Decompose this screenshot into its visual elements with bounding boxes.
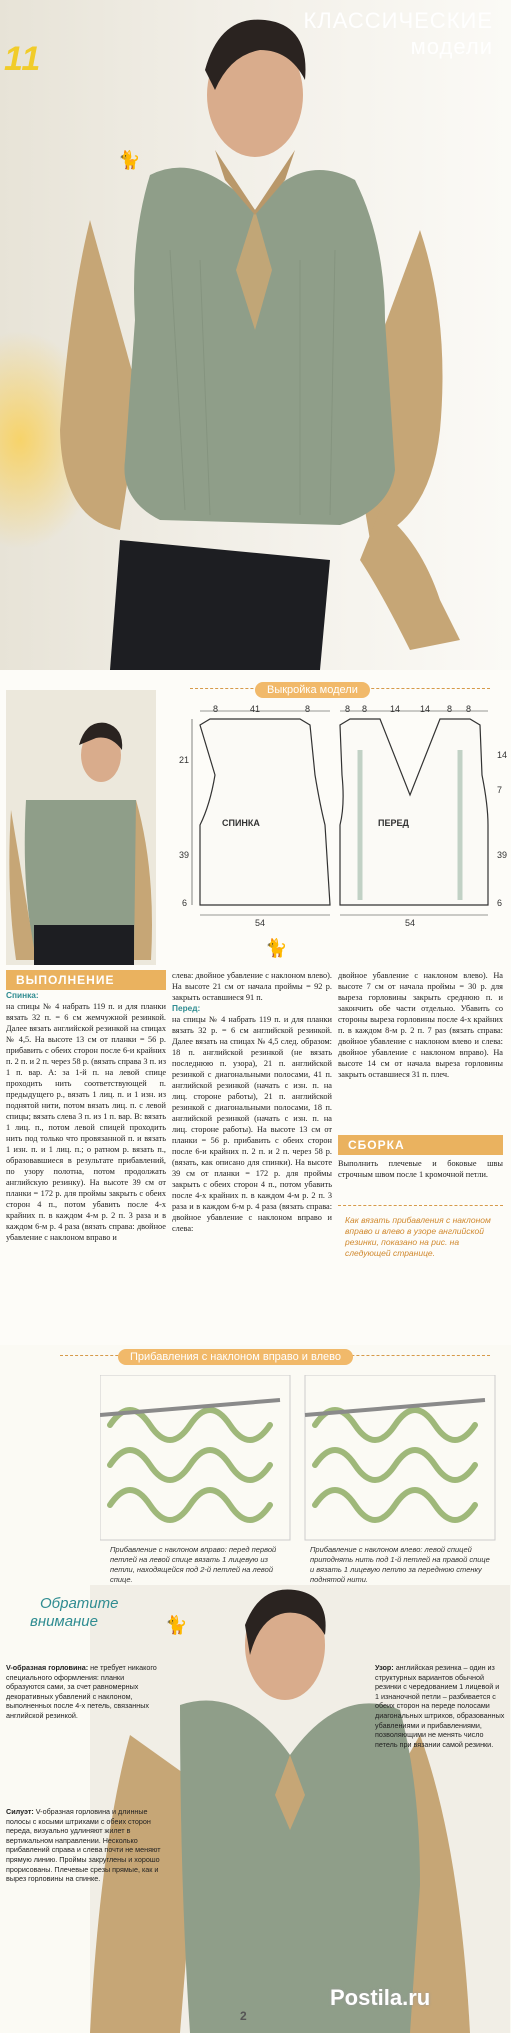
front-label: ПЕРЕД — [378, 818, 409, 828]
magazine-brand-line2: модели — [410, 34, 493, 59]
watermark: Postila.ru — [330, 1985, 431, 2010]
instructions-page — [0, 670, 511, 1345]
front-side-dim-1: 14 — [497, 750, 508, 760]
page-number-bottom: 2 — [240, 2009, 247, 2023]
instructions-column-1: Спинка: на спицы № 4 набрать 119 п. и для планки вязать 32 п. = 6 см жемчужной резинкой. Далее вязать английской резинкой на спицах № 4,5. На высоте 13 см от планки = 56 р. прибавить с обеих сторон после 6-и крайних п. 2 п. и 2 п. через 58 р. (вязать справа 3 п. из 1 п. вар. А: за 1-й п. на левой спице проходить нить соответствующей п. предыдущего р., вязать 1 лиц. п. и 1 изн. из поднятой нити, потом вязать лиц. п. с левой спицы; вязать слева 3 п. из 1 п. вар. В: вязать 1 лиц. п., потом левой спицей проходить нить под только что провязанной п. и вязать 1 изн. п. и 1 лиц. п.; о ратном р. вязать п., образовавшиеся в результате прибавлений, по узору полотна, потом продолжать английскую резинку). На высоте 39 см от планки = 172 р. для проймы закрыть с обеих сторон 4 п., потом убавить после 4-х крайних п. в каждом 4-м р. 2 п. 3 раза и в каждом 6-м р. 4 раза (вязать справа: двойное убавление с наклоном вправо и — [6, 990, 166, 1242]
back-side-dim-3: 6 — [182, 898, 188, 908]
instructions-column-3: двойное убавление с наклоном влево). На высоте 7 см от начала проймы = 30 р. для выреза горловины закрыть среднюю п. и закончить обе части отдельно. Убавить со стороны выреза горловины после 4-х крайних п. в каждом 8-м р. 2 п. 7 раз (вязать справа: двойное убавление с наклоном влево и слева: двойное убавление с наклоном вправо). На высоте 14 см от начала выреза горловины закрыть оставшиеся 31 п. плеч. — [338, 971, 503, 1079]
back-side-dim-2: 39 — [179, 850, 190, 860]
instructions-heading: ВЫПОЛНЕНИЕ — [6, 970, 166, 990]
tip-divider — [338, 1205, 503, 1206]
front-top-dim-4: 14 — [420, 704, 431, 714]
knitting-illustrations — [100, 1375, 500, 1545]
note-pattern-text: английская резинка – один из структурных вариантов обычной резинки с чередованием 1 лицевой и 1 изнаночной петли – разбивается с обеих сторон на переде полосами диагональных штрихов, образованных убавлениями и прибавлениями, позволяющими не менять число петель при вязании самой резинки. — [375, 1663, 505, 1749]
pattern-diagram — [170, 705, 490, 935]
magazine-brand-line1: КЛАССИЧЕСКИЕ — [303, 8, 493, 33]
front-top-dim-5: 8 — [447, 704, 453, 714]
attention-line1: Обратите — [40, 1595, 119, 1612]
tip-text: Как вязать прибавления с наклоном вправо и влево в узоре английской резинки, показано на рис. на следующей странице. — [345, 1215, 491, 1258]
note-neckline-text: не требует никакого специального оформления: планки образуются сами, за счет равномерных декоративных убавлений с наклоном, выполненных после 4-х петель, связанных английской резинкой. — [6, 1663, 157, 1720]
cat-logo-icon: 🐈 — [118, 150, 141, 171]
pattern-title: Выкройка модели — [255, 682, 370, 698]
cat-logo-icon: 🐈 — [265, 938, 288, 959]
assembly-text: Выполнить плечевые и боковые швы строчным швом после 1 кромочной петли. — [338, 1159, 503, 1179]
back-bottom-dim: 54 — [255, 918, 266, 928]
front-bottom-dim: 54 — [405, 918, 416, 928]
note-neckline-title: V-образная горловина: — [6, 1663, 89, 1672]
front-top-dim-6: 8 — [466, 704, 472, 714]
note-silhouette — [6, 1807, 161, 1884]
front-top-dim-1: 8 — [345, 704, 351, 714]
page-number: 11 — [4, 40, 42, 78]
note-silhouette-title: Силуэт: — [6, 1807, 34, 1816]
caption-right: Прибавление с наклоном влево: левой спицей приподнять нить под 1-й петлей на правой спице и вязать 1 лицевую петлю за переднюю стенку поднятой нити. — [310, 1545, 490, 1584]
note-pattern — [375, 1663, 505, 1749]
front-top-dim-2: 8 — [362, 704, 368, 714]
cover-page — [0, 0, 511, 670]
front-side-dim-3: 39 — [497, 850, 508, 860]
back-top-dim-2: 41 — [250, 704, 261, 714]
cat-logo-icon: 🐈 — [165, 1615, 188, 1636]
attention-line2: внимание — [30, 1613, 98, 1630]
front-top-dim-3: 14 — [390, 704, 401, 714]
assembly-heading: СБОРКА — [338, 1135, 503, 1155]
back-top-dim-1: 8 — [213, 704, 219, 714]
increases-title: Прибавления с наклоном вправо и влево — [118, 1349, 353, 1365]
instructions-column-2: слева: двойное убавление с наклоном влево). На высоте 21 см от начала проймы = 92 р. закрыть оставшиеся 91 п. Перед: на спицы № 4 набрать 119 п. и для планки вязать 32 р. = 6 см английской резинкой. Далее вязать на спицах № 4,5 след. образом: 18 п. английской резинкой (не вязать последнюю п. узора), 21 п. английской резинкой с диагональными полосами, 41 п. английской резинкой (начать с изн. п. на лиц. стороне работы), 21 п. английской резинкой с диагональными полосами, 18 п. английской резинкой (начать с изн. п. на лиц. стороне работы). На высоте 13 см от планки = 56 р. прибавить с обеих сторон после 6-и крайних п. 2 п. и 2 п. через 58 р. (вязать, как описано для спинки). На высоте 39 см от планки = 172 р. для проймы закрыть с обеих сторон 4 п., потом убавить после 4-х крайних п. в каждом 4-м р. 2 п. 3 раза и в каждом 6-м р. 4 раза (вязать справа: двойное убавление с наклоном вправо и слева: — [172, 971, 332, 1233]
caption-left: Прибавление с наклоном вправо: перед первой петлей на левой спице вязать 1 лицевую из петли, находящейся под 2-й петлей на левой спице. — [110, 1545, 277, 1584]
notes-page — [0, 1345, 511, 2033]
back-side-dim-1: 21 — [179, 755, 190, 765]
model-photo-illustration — [0, 0, 511, 670]
model-thumbnail — [6, 690, 156, 965]
back-top-dim-3: 8 — [305, 704, 311, 714]
back-label: СПИНКА — [222, 818, 260, 828]
note-pattern-title: Узор: — [375, 1663, 394, 1672]
front-side-dim-4: 6 — [497, 898, 503, 908]
note-neckline — [6, 1663, 161, 1721]
front-side-dim-2: 7 — [497, 785, 503, 795]
note-silhouette-text: V-образная горловина и длинные полосы с косыми штрихами с обеих сторон переда, визуально удлиняют жилет в вертикальном направлении. Несколько прибавлений справа и слева почти не меняют прямую линию. Проймы закруглены и хорошо прорисованы. Плечевые срезы прямые, как и вырез горловины на спинке. — [6, 1807, 161, 1884]
